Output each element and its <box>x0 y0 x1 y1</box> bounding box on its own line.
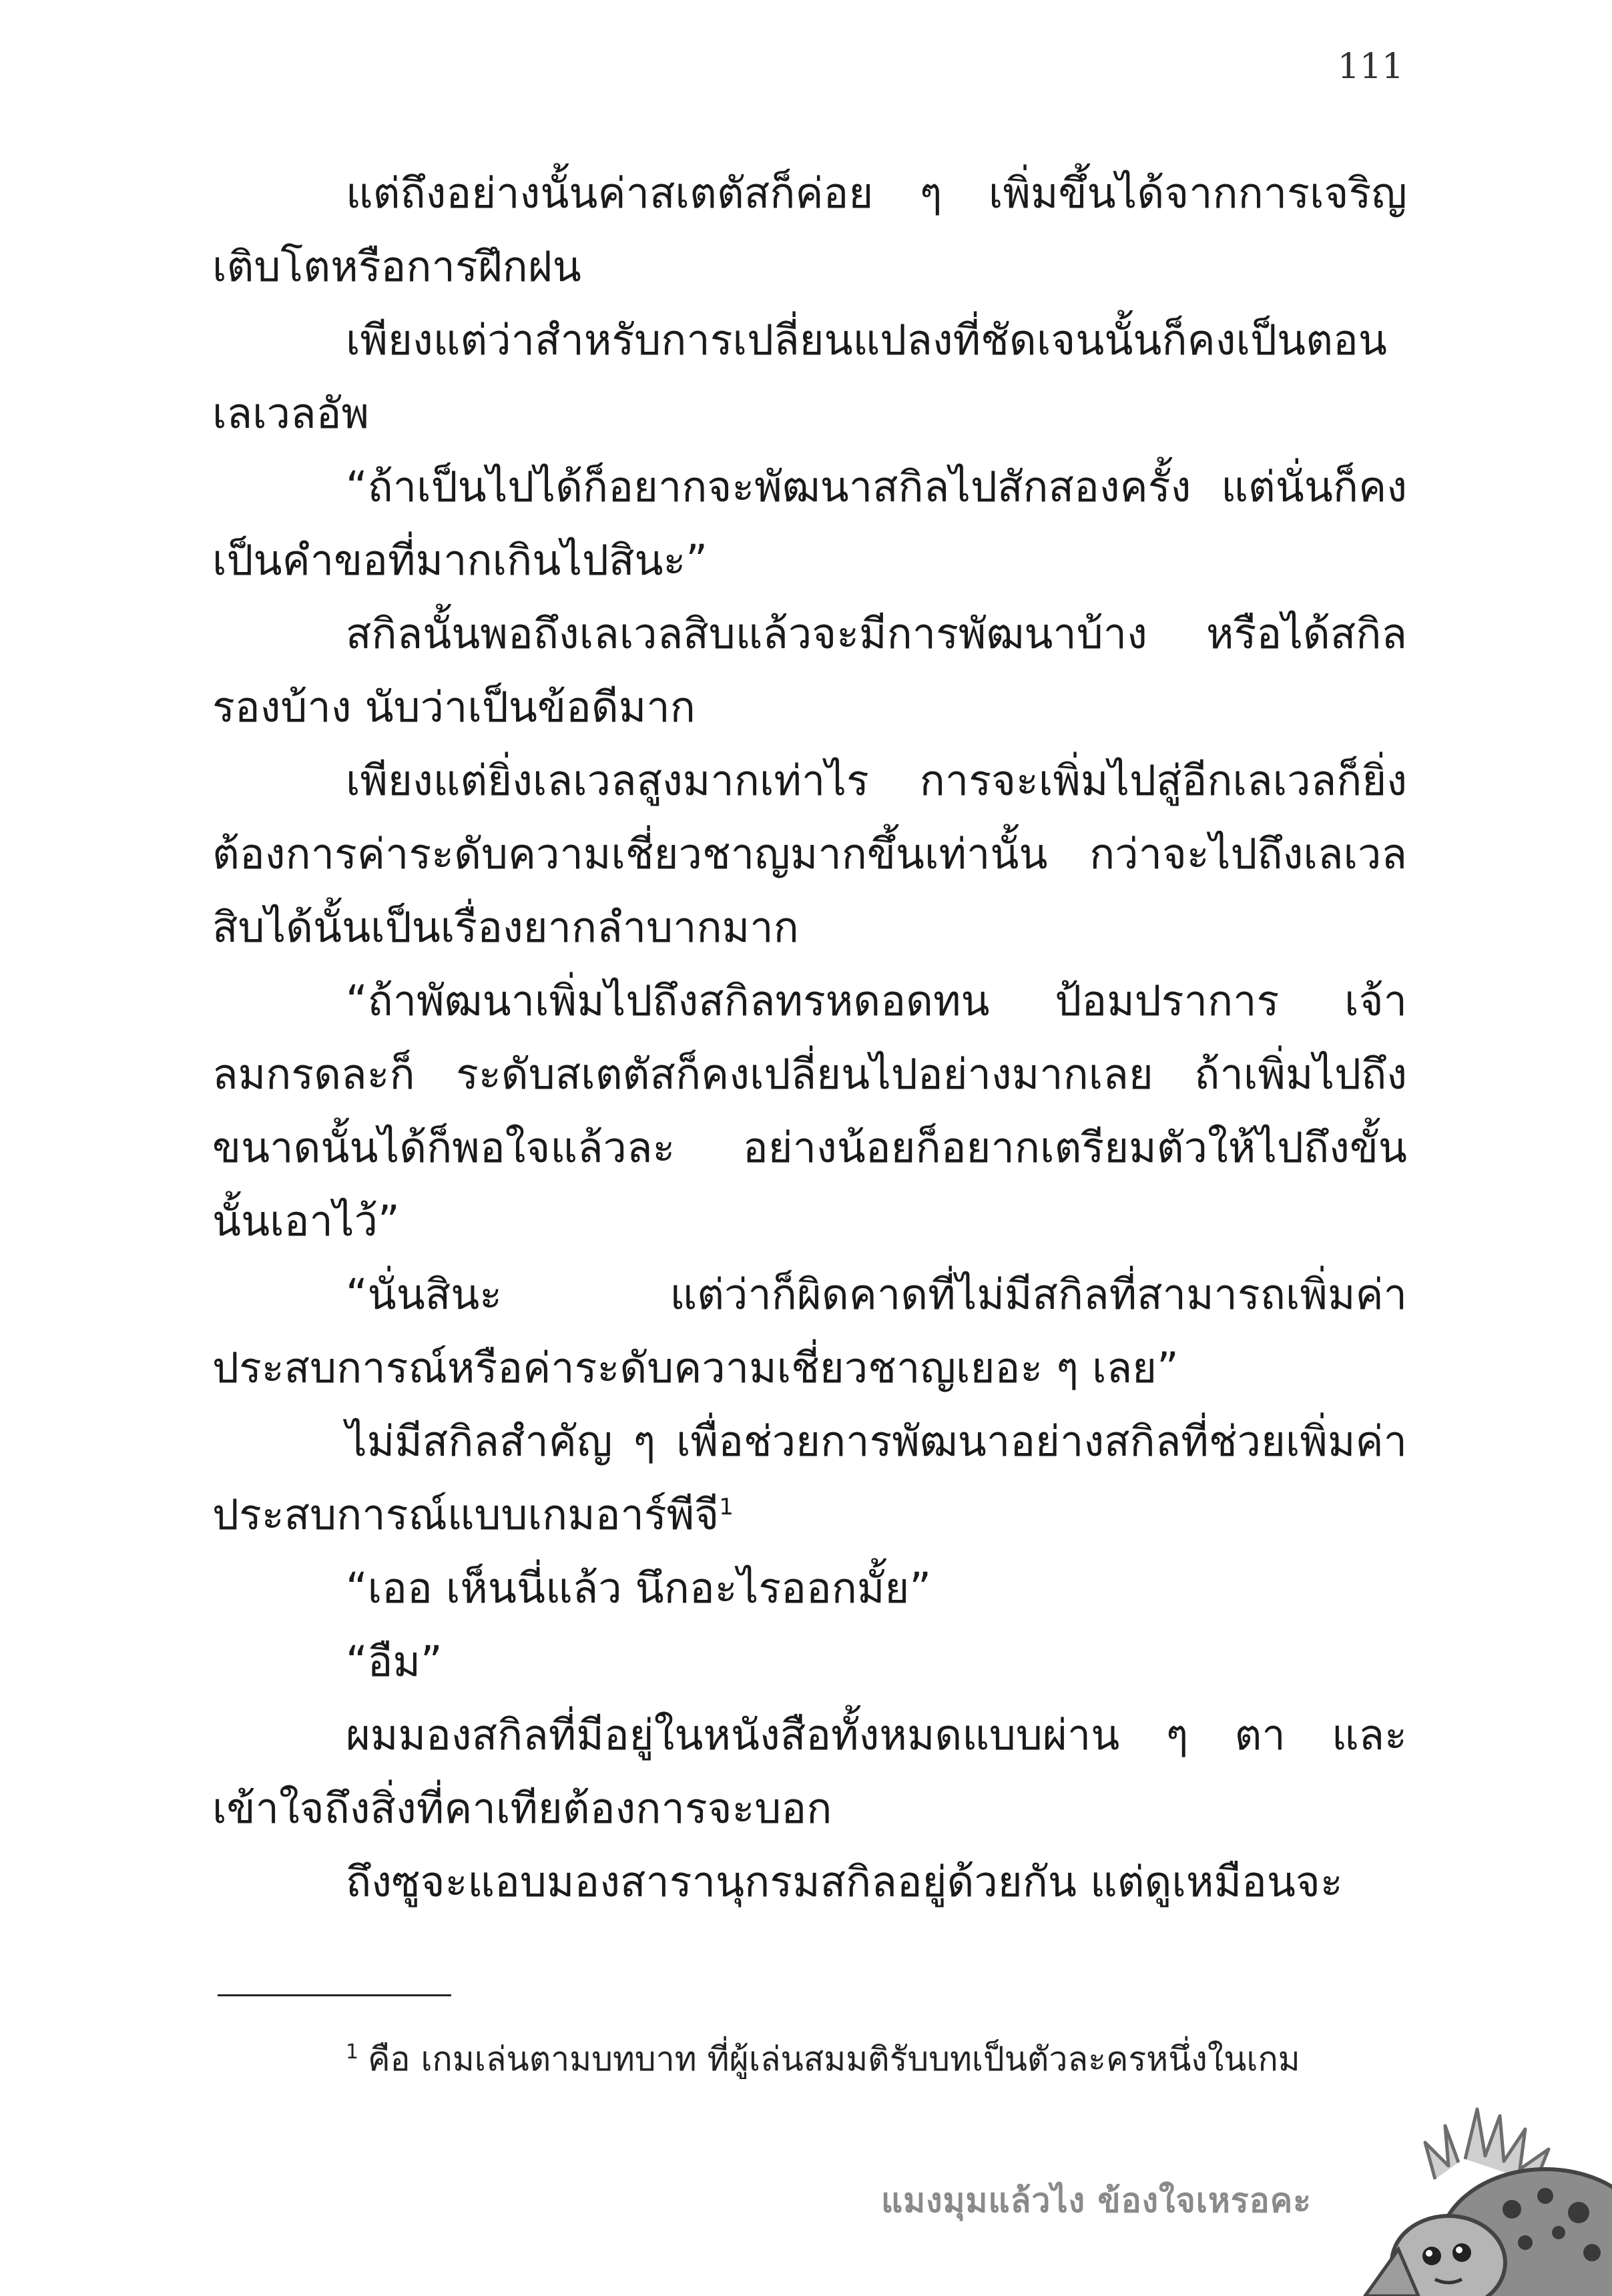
footnote <box>346 2032 1407 2086</box>
footnote-divider <box>218 1994 451 1996</box>
footnote-text: คือ เกมเล่นตามบทบาท ที่ผู้เล่นสมมติรับบทเป็นตัวละครหนึ่งในเกม <box>368 2040 1300 2078</box>
paragraph: “อืม” <box>346 1637 443 1686</box>
spider-mascot-icon <box>1325 2096 1612 2296</box>
paragraph-with-footnote <box>212 1405 1407 1552</box>
paragraph: เพียงแต่ว่าสำหรับการเปลี่ยนแปลงที่ชัดเจนนั้นก็คงเป็นตอนเลเวลอัพ <box>212 316 1387 438</box>
paragraph: ผมมองสกิลที่มีอยู่ในหนังสือทั้งหมดแบบผ่าน ๆ ตา และเข้าใจถึงสิ่งที่คาเทียต้องการจะบอก <box>212 1711 1407 1833</box>
page-number: 111 <box>1337 47 1404 87</box>
paragraph: “เออ เห็นนี่แล้ว นึกอะไรออกมั้ย” <box>346 1564 931 1613</box>
paragraph: “นั่นสินะ แต่ว่าก็ผิดคาดที่ไม่มีสกิลที่สามารถเพิ่มค่าประสบการณ์หรือค่าระดับความเชี่ยวชาญเยอะ ๆ เลย” <box>212 1270 1407 1392</box>
paragraph: สกิลนั้นพอถึงเลเวลสิบแล้วจะมีการพัฒนาบ้าง หรือได้สกิลรองบ้าง นับว่าเป็นข้อดีมาก <box>212 609 1407 732</box>
paragraph: แต่ถึงอย่างนั้นค่าสเตตัสก็ค่อย ๆ เพิ่มขึ้นได้จากการเจริญเติบโตหรือการฝึกฝน <box>212 169 1407 291</box>
running-footer-book-title: แมงมุมแล้วไง ข้องใจเหรอคะ <box>881 2181 1312 2220</box>
footnote-marker: 1 <box>346 2040 359 2064</box>
body-text <box>212 157 1407 1919</box>
paragraph-text: ไม่มีสกิลสำคัญ ๆ เพื่อช่วยการพัฒนาอย่างสกิลที่ช่วยเพิ่มค่าประสบการณ์แบบเกมอาร์พีจี <box>212 1417 1407 1539</box>
paragraph: ถึงซูจะแอบมองสารานุกรมสกิลอยู่ด้วยกัน แต่ดูเหมือนจะ <box>346 1857 1343 1906</box>
paragraph: “ถ้าเป็นไปได้ก็อยากจะพัฒนาสกิลไปสักสองครั้ง แต่นั่นก็คงเป็นคำขอที่มากเกินไปสินะ” <box>212 463 1407 585</box>
paragraph: เพียงแต่ยิ่งเลเวลสูงมากเท่าไร การจะเพิ่มไปสู่อีกเลเวลก็ยิ่งต้องการค่าระดับความเชี่ยวชาญมากขึ้นเท่านั้น กว่าจะไปถึงเลเวลสิบได้นั้นเป็นเรื่องยากลำบากมาก <box>212 756 1407 952</box>
footnote-reference[interactable]: 1 <box>719 1494 734 1520</box>
paragraph: “ถ้าพัฒนาเพิ่มไปถึงสกิลทรหดอดทน ป้อมปราการ เจ้าลมกรดละก็ ระดับสเตตัสก็คงเปลี่ยนไปอย่างมากเลย ถ้าเพิ่มไปถึงขนาดนั้นได้ก็พอใจแล้วละ อย่างน้อยก็อยากเตรียมตัวให้ไปถึงขั้นนั้นเอาไว้” <box>212 976 1407 1245</box>
